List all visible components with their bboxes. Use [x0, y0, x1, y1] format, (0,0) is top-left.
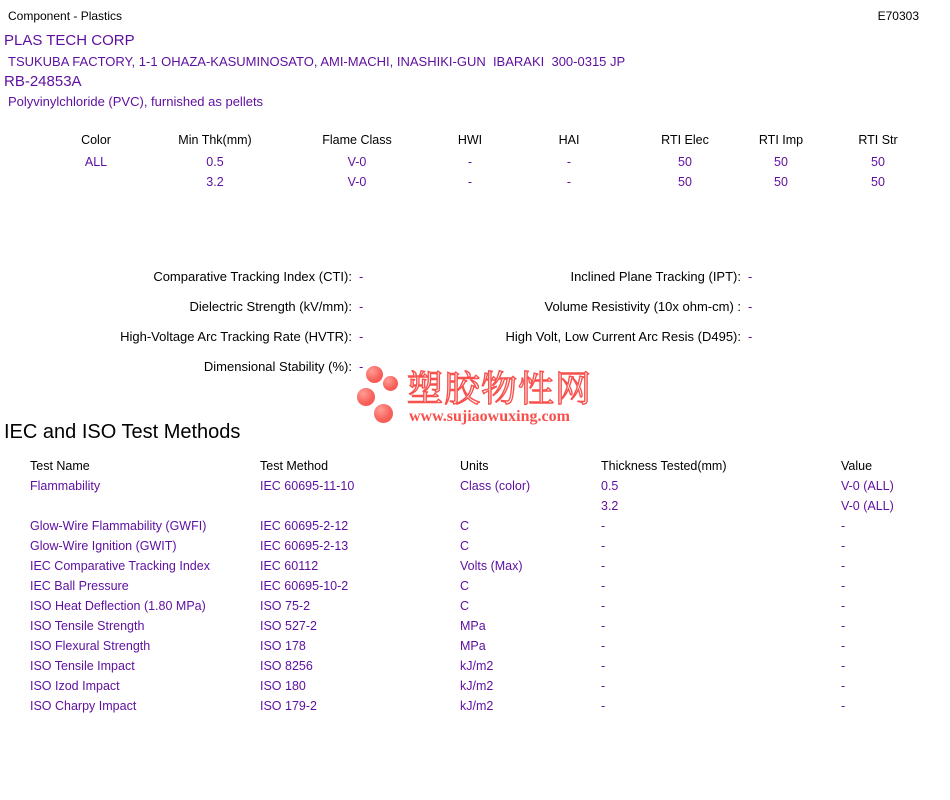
table-cell: ISO Flexural Strength	[30, 639, 151, 653]
column-header: Thickness Tested(mm)	[601, 459, 727, 473]
table-cell: 50	[871, 155, 885, 169]
table-cell: -	[601, 619, 606, 633]
table-cell: -	[467, 175, 473, 189]
table-cell: ALL	[84, 155, 108, 169]
watermark-dot-icon	[357, 388, 375, 406]
company-address: TSUKUBA FACTORY, 1-1 OHAZA-KASUMINOSATO, AMI-MACHI, INASHIKI-GUN IBARAKI 300-0315 JP	[8, 54, 626, 69]
property-label: Volume Resistivity (10x ohm-cm) :	[544, 299, 741, 314]
watermark-dot-icon	[374, 404, 393, 423]
table-cell: -	[841, 699, 846, 713]
column-header: RTI Imp	[758, 133, 804, 147]
column-header: Color	[81, 133, 111, 147]
column-header: RTI Str	[858, 133, 898, 147]
property-value: -	[748, 329, 753, 344]
column-header: Flame Class	[322, 133, 392, 147]
table-cell: MPa	[460, 619, 486, 633]
table-cell: 50	[678, 175, 692, 189]
table-cell: -	[841, 519, 846, 533]
grade-designation: RB-24853A	[4, 73, 82, 90]
table-cell: V-0	[347, 175, 367, 189]
table-cell: ISO Heat Deflection (1.80 MPa)	[30, 599, 206, 613]
table-cell: IEC 60695-2-12	[260, 519, 349, 533]
table-cell: IEC 60695-2-13	[260, 539, 349, 553]
table-cell: 50	[871, 175, 885, 189]
table-cell: ISO Charpy Impact	[30, 699, 137, 713]
column-header: Test Method	[260, 459, 329, 473]
column-header: Value	[841, 459, 873, 473]
table-cell	[30, 499, 210, 519]
table-cell: V-0	[347, 155, 367, 169]
ratings-column-flame-class	[322, 133, 391, 195]
table-cell: -	[566, 155, 572, 169]
property-label: Comparative Tracking Index (CTI):	[153, 269, 352, 284]
table-cell: -	[841, 559, 846, 573]
watermark-dot-icon	[366, 366, 383, 383]
table-cell	[260, 499, 354, 519]
property-label: High Volt, Low Current Arc Resis (D495):	[505, 329, 741, 344]
ratings-column-rti-imp	[759, 133, 803, 195]
table-cell: MPa	[460, 639, 486, 653]
table-cell: IEC Comparative Tracking Index	[30, 559, 210, 573]
property-value: -	[748, 269, 753, 284]
table-cell: -	[566, 175, 572, 189]
property-value: -	[359, 299, 364, 314]
table-cell: -	[601, 599, 606, 613]
table-cell: kJ/m2	[460, 679, 494, 693]
table-cell: -	[601, 519, 606, 533]
table-cell: ISO 179-2	[260, 699, 317, 713]
table-cell: ISO 75-2	[260, 599, 311, 613]
ratings-column-rti-str	[858, 133, 897, 195]
property-value: -	[359, 359, 364, 374]
table-cell: -	[841, 659, 846, 673]
material-description: Polyvinylchloride (PVC), furnished as pellets	[8, 94, 264, 109]
property-label: Dielectric Strength (kV/mm):	[189, 299, 352, 314]
table-cell: -	[601, 539, 606, 553]
table-cell: -	[841, 599, 846, 613]
table-cell: -	[841, 619, 846, 633]
property-value: -	[359, 329, 364, 344]
table-cell: 0.5	[206, 155, 224, 169]
table-cell: ISO 8256	[260, 659, 313, 673]
table-cell: Flammability	[30, 479, 101, 493]
table-cell: -	[601, 559, 606, 573]
ratings-column-min-thk	[178, 133, 251, 195]
column-header: RTI Elec	[661, 133, 709, 147]
tests-column-units	[460, 459, 530, 719]
ratings-column-rti-elec	[661, 133, 709, 195]
table-cell: IEC 60112	[260, 559, 319, 573]
table-cell: -	[841, 539, 846, 553]
table-cell: -	[841, 579, 846, 593]
table-cell: IEC 60695-10-2	[260, 579, 349, 593]
table-cell: ISO 178	[260, 639, 306, 653]
table-cell: 3.2	[601, 499, 619, 513]
column-header: Test Name	[30, 459, 90, 473]
property-label: High-Voltage Arc Tracking Rate (HVTR):	[120, 329, 352, 344]
table-cell: -	[601, 679, 606, 693]
table-cell: 3.2	[206, 175, 224, 189]
property-value: -	[748, 299, 753, 314]
table-cell: ISO Izod Impact	[30, 679, 120, 693]
table-cell: ISO Tensile Strength	[30, 619, 145, 633]
table-cell: V-0 (ALL)	[841, 499, 894, 513]
table-cell: 50	[774, 175, 788, 189]
table-cell: -	[601, 699, 606, 713]
table-cell: C	[460, 599, 470, 613]
table-cell: kJ/m2	[460, 659, 494, 673]
tests-column-value	[841, 459, 894, 719]
tests-column-test-name	[30, 459, 210, 719]
ratings-column-hai	[559, 133, 580, 195]
ratings-column-hwi	[458, 133, 482, 195]
table-cell: ISO 527-2	[260, 619, 317, 633]
table-cell: Volts (Max)	[460, 559, 523, 573]
table-cell	[460, 499, 530, 519]
table-cell: Class (color)	[460, 479, 531, 493]
table-cell: IEC 60695-11-10	[260, 479, 355, 493]
table-cell: kJ/m2	[460, 699, 494, 713]
table-cell: -	[467, 155, 473, 169]
table-cell: C	[460, 579, 470, 593]
table-cell: ISO 180	[260, 679, 306, 693]
column-header: HAI	[558, 133, 580, 147]
document-type-label: Component - Plastics	[8, 9, 123, 23]
tests-column-test-method	[260, 459, 354, 719]
table-cell: C	[460, 539, 470, 553]
table-cell: -	[601, 579, 606, 593]
table-cell	[81, 175, 111, 195]
table-cell: C	[460, 519, 470, 533]
ratings-column-color	[81, 133, 111, 195]
table-cell: Glow-Wire Ignition (GWIT)	[30, 539, 177, 553]
table-cell: V-0 (ALL)	[841, 479, 894, 493]
column-header: Units	[460, 459, 489, 473]
company-name: PLAS TECH CORP	[4, 32, 135, 49]
table-cell: IEC Ball Pressure	[30, 579, 129, 593]
table-cell: Glow-Wire Flammability (GWFI)	[30, 519, 207, 533]
table-cell: -	[841, 639, 846, 653]
property-label: Dimensional Stability (%):	[203, 359, 352, 374]
section-title: IEC and ISO Test Methods	[4, 421, 241, 443]
table-cell: ISO Tensile Impact	[30, 659, 135, 673]
file-number: E70303	[877, 9, 919, 23]
table-cell: 50	[774, 155, 788, 169]
watermark-url: www.sujiaowuxing.com	[409, 408, 570, 425]
table-cell: -	[601, 639, 606, 653]
property-label: Inclined Plane Tracking (IPT):	[570, 269, 741, 284]
table-cell: -	[601, 659, 606, 673]
table-cell: 50	[678, 155, 692, 169]
column-header: HWI	[457, 133, 483, 147]
table-cell: 0.5	[601, 479, 619, 493]
table-cell: -	[841, 679, 846, 693]
watermark-cjk-text: 塑胶物性网	[407, 369, 593, 410]
watermark-dot-icon	[383, 376, 398, 391]
property-value: -	[359, 269, 364, 284]
tests-column-thickness	[601, 459, 727, 719]
column-header: Min Thk(mm)	[178, 133, 252, 147]
